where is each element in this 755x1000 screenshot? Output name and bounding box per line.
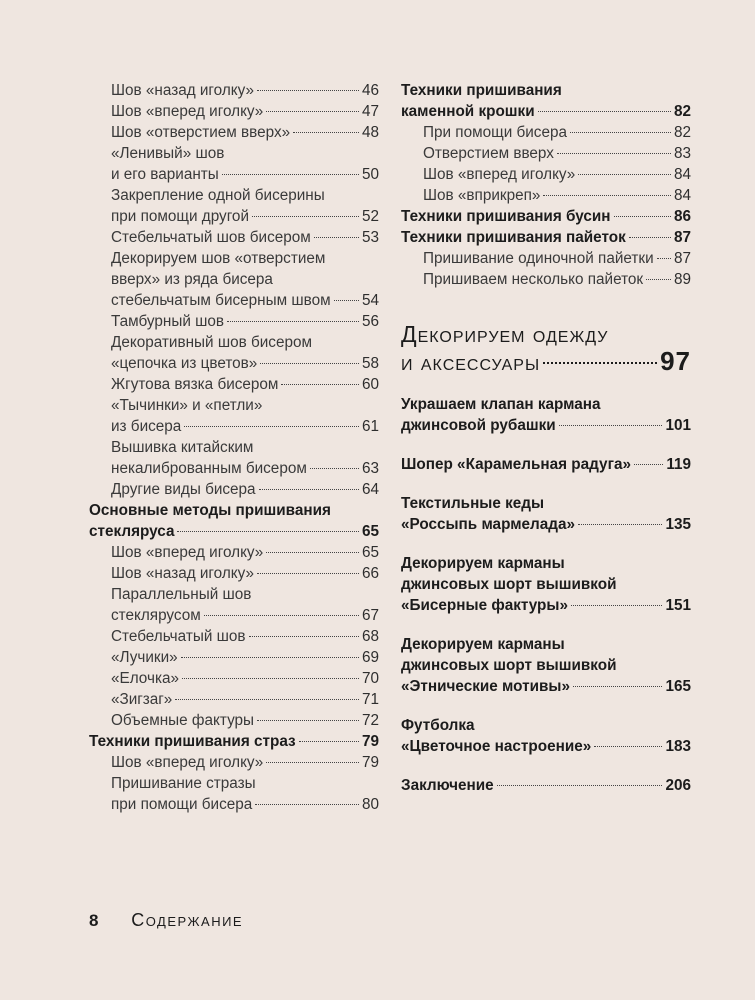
toc-entry[interactable] bbox=[89, 500, 379, 542]
project-entry[interactable] bbox=[401, 454, 691, 475]
toc-page-number: 54 bbox=[361, 292, 379, 309]
toc-entry-line bbox=[401, 715, 691, 736]
dot-leader bbox=[543, 195, 671, 196]
toc-entry-line bbox=[423, 122, 691, 143]
toc-entry-line bbox=[111, 374, 379, 395]
toc-entry-line bbox=[401, 736, 691, 757]
toc-entry-line bbox=[111, 437, 379, 458]
toc-page-number: 87 bbox=[673, 250, 691, 267]
toc-entry-title: «Ленивый» шов bbox=[111, 145, 225, 162]
toc-entry-title: Параллельный шов bbox=[111, 586, 252, 603]
dot-leader bbox=[257, 90, 359, 91]
toc-entry-line bbox=[111, 563, 379, 584]
toc-page-number: 82 bbox=[673, 103, 691, 120]
toc-entry-title: джинсовой рубашки bbox=[401, 417, 556, 434]
toc-entry-title: Техники пришивания bbox=[401, 82, 562, 99]
toc-page-number: 86 bbox=[673, 208, 691, 225]
toc-entry[interactable] bbox=[89, 248, 379, 311]
toc-entry-line bbox=[111, 395, 379, 416]
toc-page-number: 61 bbox=[361, 418, 379, 435]
toc-entry-line bbox=[423, 185, 691, 206]
dot-leader bbox=[266, 111, 359, 112]
toc-page-number: 68 bbox=[361, 628, 379, 645]
toc-entry[interactable] bbox=[401, 164, 691, 185]
toc-entry-line bbox=[111, 752, 379, 773]
page-number: 8 bbox=[89, 911, 99, 930]
toc-entry[interactable] bbox=[89, 626, 379, 647]
toc-entry[interactable] bbox=[89, 710, 379, 731]
toc-entry-title: «Этнические мотивы» bbox=[401, 678, 570, 695]
toc-page-number: 79 bbox=[361, 754, 379, 771]
toc-entry-line bbox=[401, 454, 691, 475]
toc-page-number: 71 bbox=[361, 691, 379, 708]
toc-entry-title: Декорируем шов «отверстием bbox=[111, 250, 326, 267]
toc-page-number: 89 bbox=[673, 271, 691, 288]
toc-page-number: 135 bbox=[665, 516, 691, 533]
toc-entry-title: Объемные фактуры bbox=[111, 712, 255, 729]
toc-entry-line bbox=[423, 269, 691, 290]
toc-entry-line bbox=[111, 668, 379, 689]
toc-entry-title: «Цветочное настроение» bbox=[401, 738, 592, 755]
toc-entry[interactable] bbox=[401, 80, 691, 122]
toc-entry-line bbox=[401, 775, 691, 796]
toc-entry-line bbox=[111, 416, 379, 437]
toc-page-number: 65 bbox=[361, 523, 379, 540]
toc-right-column bbox=[401, 80, 691, 814]
toc-entry-title: и его варианты bbox=[111, 166, 219, 183]
toc-entry-title: при помощи бисера bbox=[111, 796, 253, 813]
dot-leader bbox=[559, 425, 663, 426]
project-entry[interactable] bbox=[401, 715, 691, 757]
toc-entry-line bbox=[111, 311, 379, 332]
toc-page-number: 101 bbox=[665, 417, 691, 434]
toc-entry-title: Техники пришивания пайеток bbox=[401, 229, 626, 246]
toc-entry-title: Закрепление одной бисерины bbox=[111, 187, 325, 204]
toc-entry-title: стекляруса bbox=[89, 523, 175, 540]
toc-entry-line bbox=[111, 101, 379, 122]
toc-entry-line bbox=[423, 248, 691, 269]
toc-entry-title: Футболка bbox=[401, 717, 475, 734]
dot-leader bbox=[175, 699, 359, 700]
dot-leader bbox=[634, 464, 663, 465]
toc-page-number: 65 bbox=[361, 544, 379, 561]
toc-entry-title: «Россыпь мармелада» bbox=[401, 516, 575, 533]
dot-leader bbox=[578, 174, 671, 175]
toc-entry-line bbox=[111, 689, 379, 710]
toc-entry[interactable] bbox=[401, 143, 691, 164]
toc-entry-line bbox=[401, 634, 691, 655]
toc-entry-title: «Елочка» bbox=[111, 670, 179, 687]
toc-entry[interactable] bbox=[89, 143, 379, 185]
toc-entry-title: Шопер «Карамельная радуга» bbox=[401, 456, 631, 473]
toc-entry-title: стебельчатым бисерным швом bbox=[111, 292, 331, 309]
toc-page-number: 60 bbox=[361, 376, 379, 393]
dot-leader bbox=[184, 426, 359, 427]
toc-entry-line bbox=[111, 479, 379, 500]
section-page-number: 97 bbox=[660, 346, 691, 376]
toc-page-number: 69 bbox=[361, 649, 379, 666]
toc-page-number: 58 bbox=[361, 355, 379, 372]
project-list bbox=[401, 394, 691, 796]
toc-entry-title: «цепочка из цветов» bbox=[111, 355, 258, 372]
dot-leader bbox=[181, 657, 359, 658]
toc-entry-line bbox=[111, 353, 379, 374]
toc-page-number: 84 bbox=[673, 166, 691, 183]
toc-entry[interactable] bbox=[89, 80, 379, 101]
dot-leader bbox=[543, 362, 657, 364]
dot-leader bbox=[249, 636, 359, 637]
toc-entry[interactable] bbox=[89, 437, 379, 479]
toc-entry-line bbox=[401, 655, 691, 676]
toc-entry[interactable] bbox=[89, 185, 379, 227]
toc-page-number: 151 bbox=[665, 597, 691, 614]
toc-entry-title: Жгутова вязка бисером bbox=[111, 376, 279, 393]
toc-entry-line bbox=[89, 500, 379, 521]
project-entry[interactable] bbox=[401, 394, 691, 436]
toc-entry-line bbox=[111, 269, 379, 290]
toc-entry-line bbox=[423, 164, 691, 185]
dot-leader bbox=[570, 132, 671, 133]
toc-entry-line bbox=[111, 185, 379, 206]
toc-entry-line bbox=[111, 164, 379, 185]
toc-page-number: 48 bbox=[361, 124, 379, 141]
project-entry[interactable] bbox=[401, 634, 691, 697]
dot-leader bbox=[334, 300, 359, 301]
toc-entry-title: Пришиваем несколько пайеток bbox=[423, 271, 644, 288]
dot-leader bbox=[646, 279, 671, 280]
toc-entry-title: Шов «вперед иголку» bbox=[111, 754, 264, 771]
toc-left-column bbox=[89, 80, 379, 815]
section-heading-line-2: и аксессуары bbox=[401, 349, 541, 375]
toc-entry-line bbox=[111, 647, 379, 668]
toc-entry-title: Декорируем карманы bbox=[401, 555, 565, 572]
toc-page-number: 80 bbox=[361, 796, 379, 813]
toc-page-number: 50 bbox=[361, 166, 379, 183]
toc-entry-title: вверх» из ряда бисера bbox=[111, 271, 273, 288]
toc-page-number: 53 bbox=[361, 229, 379, 246]
dot-leader bbox=[293, 132, 359, 133]
toc-entry[interactable] bbox=[89, 668, 379, 689]
project-entry[interactable] bbox=[401, 493, 691, 535]
toc-entry-line bbox=[401, 101, 691, 122]
toc-entry-title: Отверстием вверх bbox=[423, 145, 554, 162]
toc-entry[interactable] bbox=[89, 752, 379, 773]
toc-page-number: 183 bbox=[665, 738, 691, 755]
toc-entry[interactable] bbox=[89, 731, 379, 752]
toc-entry-line bbox=[401, 493, 691, 514]
toc-entry-line bbox=[401, 553, 691, 574]
toc-entry[interactable] bbox=[89, 227, 379, 248]
dot-leader bbox=[629, 237, 671, 238]
toc-entry-title: «Бисерные фактуры» bbox=[401, 597, 568, 614]
section-heading-line-1: Декорируем одежду bbox=[401, 321, 609, 347]
toc-entry-title: при помощи другой bbox=[111, 208, 249, 225]
toc-entry-line bbox=[111, 542, 379, 563]
toc-entry-line bbox=[111, 584, 379, 605]
dot-leader bbox=[177, 531, 359, 532]
toc-entry-title: Пришивание стразы bbox=[111, 775, 256, 792]
dot-leader bbox=[266, 552, 359, 553]
toc-entry[interactable] bbox=[89, 584, 379, 626]
toc-entry[interactable] bbox=[89, 479, 379, 500]
toc-entry-line bbox=[401, 206, 691, 227]
toc-entry-title: Шов «вперед иголку» bbox=[111, 103, 264, 120]
toc-entry-line bbox=[423, 143, 691, 164]
toc-page-number: 52 bbox=[361, 208, 379, 225]
dot-leader bbox=[314, 237, 359, 238]
toc-entry-line bbox=[111, 248, 379, 269]
toc-entry-title: стеклярусом bbox=[111, 607, 201, 624]
toc-entry[interactable] bbox=[89, 689, 379, 710]
toc-page-number: 67 bbox=[361, 607, 379, 624]
toc-entry[interactable] bbox=[89, 563, 379, 584]
toc-entry-title: Стебельчатый шов bbox=[111, 628, 246, 645]
toc-entry-line bbox=[111, 794, 379, 815]
toc-entry-title: «Тычинки» и «петли» bbox=[111, 397, 263, 414]
dot-leader bbox=[252, 216, 359, 217]
toc-entry-title: джинсовых шорт вышивкой bbox=[401, 657, 617, 674]
toc-entry-line bbox=[111, 290, 379, 311]
dot-leader bbox=[257, 720, 359, 721]
toc-entry-title: из бисера bbox=[111, 418, 182, 435]
toc-entry[interactable] bbox=[89, 101, 379, 122]
toc-right-entries bbox=[401, 80, 691, 290]
toc-entry[interactable] bbox=[89, 542, 379, 563]
section-heading bbox=[401, 321, 691, 376]
toc-entry-title: Шов «вприкреп» bbox=[423, 187, 541, 204]
toc-page-number: 84 bbox=[673, 187, 691, 204]
toc-entry-line bbox=[111, 143, 379, 164]
toc-entry[interactable] bbox=[89, 311, 379, 332]
running-head: Содержание bbox=[131, 910, 244, 930]
dot-leader bbox=[299, 741, 359, 742]
toc-page-number: 119 bbox=[666, 456, 691, 473]
toc-entry-line bbox=[111, 773, 379, 794]
toc-entry[interactable] bbox=[89, 395, 379, 437]
toc-entry-title: Декорируем карманы bbox=[401, 636, 565, 653]
toc-page-number: 87 bbox=[673, 229, 691, 246]
toc-entry[interactable] bbox=[401, 227, 691, 248]
dot-leader bbox=[260, 363, 359, 364]
toc-entry-title: Шов «отверстием вверх» bbox=[111, 124, 291, 141]
toc-entry-line bbox=[401, 227, 691, 248]
project-entry[interactable] bbox=[401, 553, 691, 616]
toc-entry-title: Декоративный шов бисером bbox=[111, 334, 312, 351]
toc-entry-line bbox=[111, 227, 379, 248]
dot-leader bbox=[266, 762, 359, 763]
toc-page-number: 56 bbox=[361, 313, 379, 330]
toc-entry-title: некалиброванным бисером bbox=[111, 460, 307, 477]
toc-entry-title: Вышивка китайским bbox=[111, 439, 254, 456]
toc-entry-title: Украшаем клапан кармана bbox=[401, 396, 601, 413]
toc-entry-title: При помощи бисера bbox=[423, 124, 567, 141]
dot-leader bbox=[578, 524, 662, 525]
toc-entry-line bbox=[401, 394, 691, 415]
toc-entry[interactable] bbox=[89, 332, 379, 374]
toc-entry-title: Стебельчатый шов бисером bbox=[111, 229, 311, 246]
toc-page-number: 47 bbox=[361, 103, 379, 120]
toc-entry[interactable] bbox=[89, 374, 379, 395]
toc-page-number: 165 bbox=[665, 678, 691, 695]
dot-leader bbox=[259, 489, 359, 490]
dot-leader bbox=[182, 678, 359, 679]
toc-entry-line bbox=[111, 605, 379, 626]
toc-entry-line bbox=[111, 206, 379, 227]
dot-leader bbox=[310, 468, 359, 469]
toc-entry-line bbox=[401, 514, 691, 535]
toc-page-number: 82 bbox=[673, 124, 691, 141]
toc-entry-title: Техники пришивания страз bbox=[89, 733, 296, 750]
toc-page-number: 72 bbox=[361, 712, 379, 729]
section-heading-last-line bbox=[401, 348, 691, 376]
toc-entry-line bbox=[401, 595, 691, 616]
dot-leader bbox=[497, 785, 663, 786]
toc-entry-title: «Зигзаг» bbox=[111, 691, 173, 708]
dot-leader bbox=[573, 686, 662, 687]
toc-page-number: 46 bbox=[361, 82, 379, 99]
toc-entry-title: Шов «назад иголку» bbox=[111, 565, 254, 582]
toc-entry-title: каменной крошки bbox=[401, 103, 535, 120]
toc-entry-title: Другие виды бисера bbox=[111, 481, 256, 498]
dot-leader bbox=[257, 573, 359, 574]
toc-page-number: 64 bbox=[361, 481, 379, 498]
toc-entry-title: «Лучики» bbox=[111, 649, 178, 666]
toc-entry-title: Шов «вперед иголку» bbox=[111, 544, 264, 561]
toc-entry-line bbox=[89, 521, 379, 542]
dot-leader bbox=[255, 804, 359, 805]
toc-entry-title: Текстильные кеды bbox=[401, 495, 545, 512]
dot-leader bbox=[538, 111, 671, 112]
toc-entry-line bbox=[111, 458, 379, 479]
dot-leader bbox=[227, 321, 359, 322]
toc-entry-line bbox=[111, 332, 379, 353]
page-footer bbox=[89, 910, 243, 931]
toc-entry[interactable] bbox=[401, 269, 691, 290]
toc-page-number: 79 bbox=[361, 733, 379, 750]
toc-entry-title: Пришивание одиночной пайетки bbox=[423, 250, 654, 267]
toc-page-number: 206 bbox=[665, 777, 691, 794]
dot-leader bbox=[657, 258, 671, 259]
dot-leader bbox=[614, 216, 671, 217]
dot-leader bbox=[557, 153, 671, 154]
toc-page-number: 70 bbox=[361, 670, 379, 687]
dot-leader bbox=[281, 384, 359, 385]
toc-entry-title: Заключение bbox=[401, 777, 494, 794]
toc-entry-title: Техники пришивания бусин bbox=[401, 208, 611, 225]
toc-entry-line bbox=[111, 710, 379, 731]
dot-leader bbox=[222, 174, 359, 175]
toc-entry-title: Тамбурный шов bbox=[111, 313, 225, 330]
toc-page-number: 66 bbox=[361, 565, 379, 582]
toc-entry[interactable] bbox=[401, 248, 691, 269]
toc-entry-line bbox=[401, 415, 691, 436]
toc-entry[interactable] bbox=[401, 206, 691, 227]
dot-leader bbox=[204, 615, 359, 616]
toc-entry[interactable] bbox=[89, 773, 379, 815]
toc-entry-line bbox=[89, 731, 379, 752]
toc-entry[interactable] bbox=[89, 122, 379, 143]
dot-leader bbox=[571, 605, 663, 606]
toc-entry-line bbox=[111, 80, 379, 101]
toc-entry-line bbox=[111, 626, 379, 647]
project-entry[interactable] bbox=[401, 775, 691, 796]
toc-entry-title: Шов «назад иголку» bbox=[111, 82, 254, 99]
toc-entry-line bbox=[401, 80, 691, 101]
toc-entry-line bbox=[401, 676, 691, 697]
toc-entry-line bbox=[111, 122, 379, 143]
toc-entry[interactable] bbox=[89, 647, 379, 668]
toc-page-number: 83 bbox=[673, 145, 691, 162]
toc-entry-title: Шов «вперед иголку» bbox=[423, 166, 576, 183]
toc-page-number: 63 bbox=[361, 460, 379, 477]
dot-leader bbox=[594, 746, 662, 747]
toc-entry-title: джинсовых шорт вышивкой bbox=[401, 576, 617, 593]
toc-entry-title: Основные методы пришивания bbox=[89, 502, 331, 519]
toc-entry[interactable] bbox=[401, 122, 691, 143]
toc-entry[interactable] bbox=[401, 185, 691, 206]
toc-entry-line bbox=[401, 574, 691, 595]
